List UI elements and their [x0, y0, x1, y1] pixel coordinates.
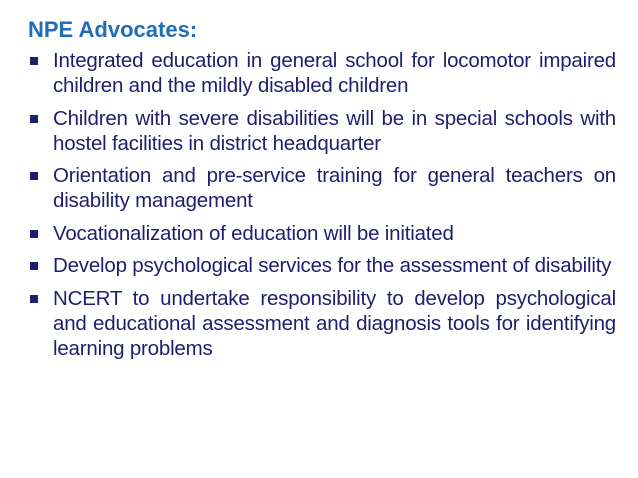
square-bullet-icon [30, 115, 38, 123]
list-item [28, 106, 616, 156]
list-item-text: Children with severe disabilities will be in special schools with hostel facilities in district headquarter [53, 106, 616, 155]
list-item [28, 163, 616, 213]
square-bullet-icon [30, 230, 38, 238]
list-item-text: NCERT to undertake responsibility to develop psychological and educational assessment and diagnosis tools for identifying learning problems [53, 286, 616, 360]
square-bullet-icon [30, 295, 38, 303]
list-item-text: Develop psychological services for the assessment of disability [53, 254, 612, 277]
slide-title: NPE Advocates: [28, 17, 198, 42]
list-item [28, 286, 616, 361]
list-item-text: Vocationalization of education will be initiated [53, 221, 454, 245]
square-bullet-icon [30, 262, 38, 270]
list-item [28, 48, 616, 98]
list-item-text: Integrated education in general school for locomotor impaired children and the mildly disabled children [53, 49, 616, 97]
bullet-list [28, 48, 616, 368]
list-item [28, 221, 616, 246]
square-bullet-icon [30, 57, 38, 65]
list-item [28, 253, 616, 278]
square-bullet-icon [30, 172, 38, 180]
list-item-text: Orientation and pre-service training for general teachers on disability management [53, 164, 616, 212]
